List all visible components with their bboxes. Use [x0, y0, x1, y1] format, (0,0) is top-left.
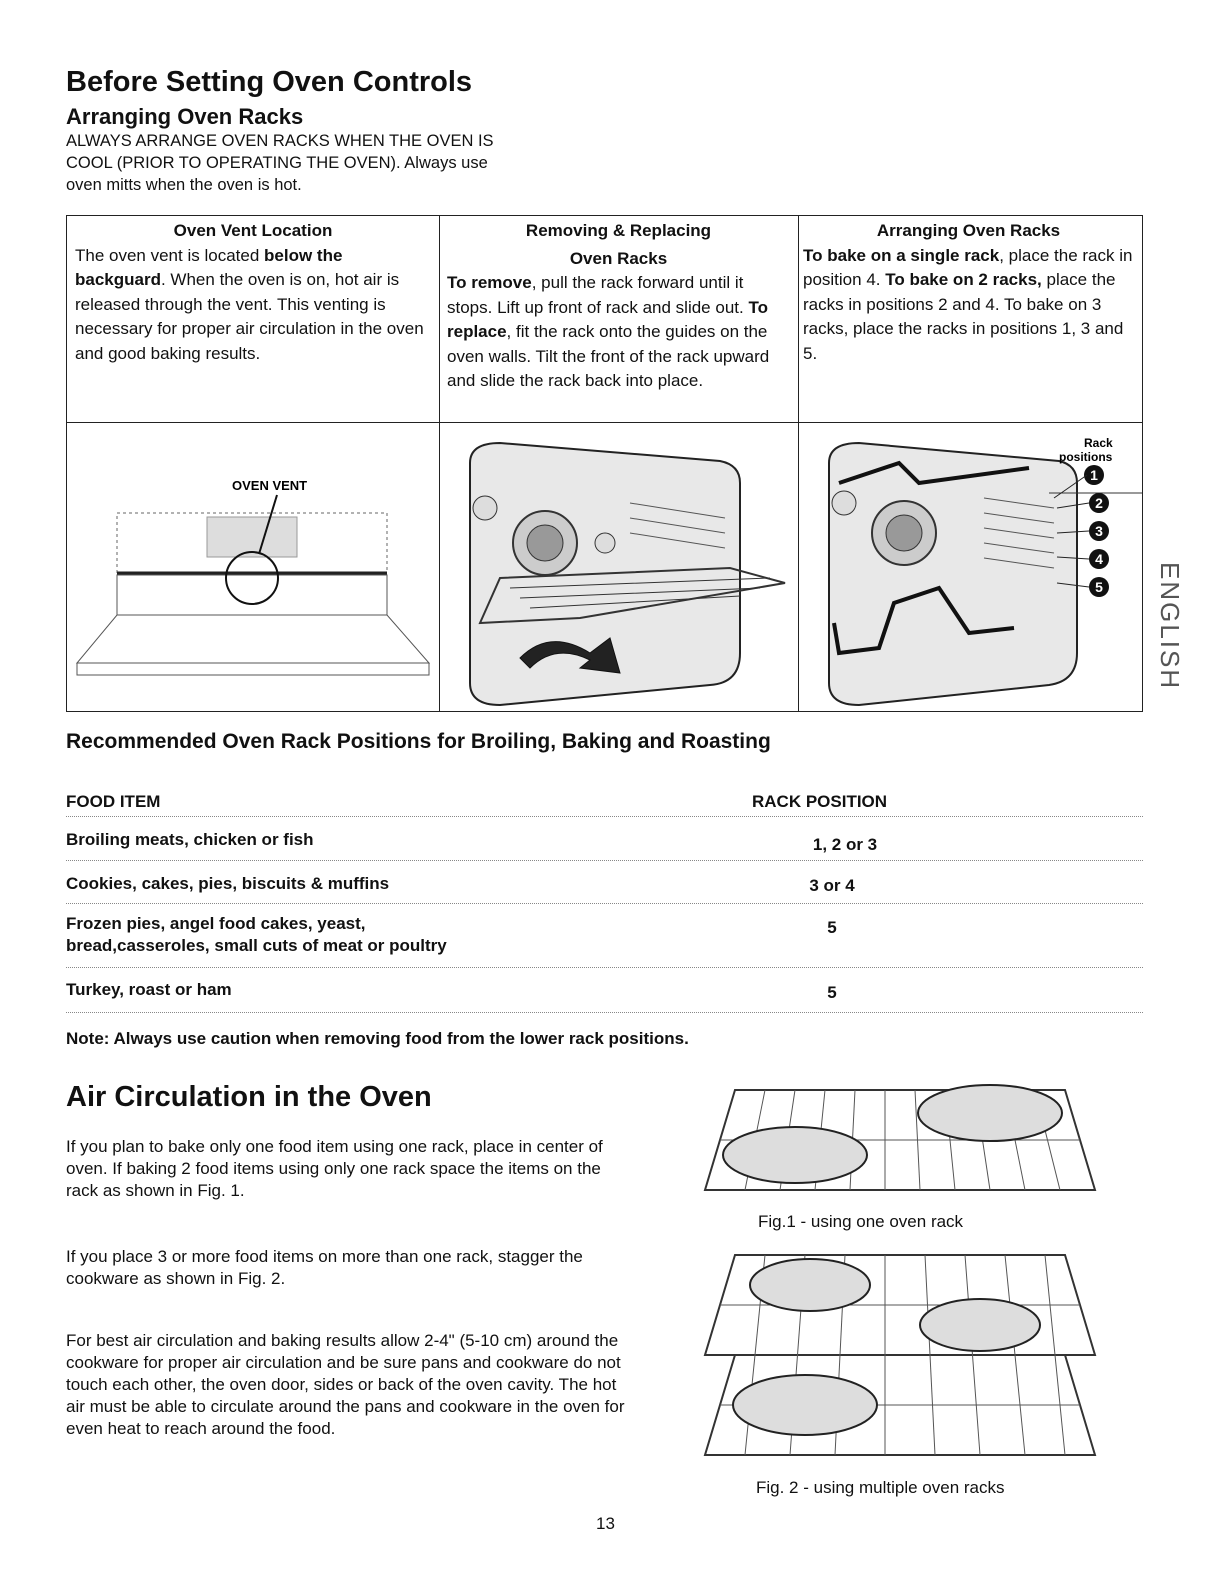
- air-paragraph-1: If you plan to bake only one food item using one rack, place in center of oven. If baking 2 food items using only one rack space the items on the rack as shown in Fig. 1.: [66, 1137, 603, 1200]
- fig1-caption: Fig.1 - using one oven rack: [758, 1212, 964, 1231]
- oven-vent-illustration: [67, 423, 439, 711]
- table-row-food: Frozen pies, angel food cakes, yeast, bread,casseroles, small cuts of meat or poultry: [66, 914, 447, 955]
- table-note: Note: Always use caution when removing food from the lower rack positions.: [66, 1029, 689, 1048]
- rack-position-number: 1: [1090, 467, 1098, 483]
- rack-removal-illustration: [440, 423, 798, 711]
- column-heading: Oven Racks: [569, 248, 668, 268]
- air-paragraph-2: If you place 3 or more food items on more than one rack, stagger the cookware as shown in Fig. 2.: [66, 1247, 583, 1288]
- section-subtitle: Arranging Oven Racks: [66, 104, 304, 129]
- table-row-food: Broiling meats, chicken or fish: [66, 830, 314, 849]
- vent-label: OVEN VENT: [232, 478, 308, 493]
- rack-positions-label: positions: [1059, 450, 1113, 464]
- table-row-position: 5: [827, 918, 837, 937]
- air-paragraph-3: For best air circulation and baking results allow 2-4" (5-10 cm) around the cookware for proper air circulation and be sure pans and cookware do not touch each other, the oven door, sides or back of the oven cavity. The hot air must be able to circulate around the pans and cookware in the oven for even heat to reach around the food.: [66, 1331, 625, 1438]
- rack-position-number: 4: [1095, 551, 1103, 567]
- removing-racks-cell: [439, 216, 798, 397]
- table-row-position: 3 or 4: [809, 876, 855, 895]
- table-row-food: Cookies, cakes, pies, biscuits & muffins: [66, 874, 390, 893]
- page-title: Before Setting Oven Controls: [66, 66, 473, 98]
- table-row-position: 5: [827, 983, 837, 1002]
- air-circulation-title: Air Circulation in the Oven: [66, 1081, 432, 1113]
- rack-position-number: 5: [1095, 579, 1103, 595]
- arranging-racks-cell: [798, 216, 1142, 369]
- rack-position-number: 3: [1095, 523, 1103, 539]
- intro-text: [66, 130, 494, 196]
- rack-position-number: 2: [1095, 495, 1103, 511]
- rack-table-title: Recommended Oven Rack Positions for Broiling, Baking and Roasting: [66, 730, 771, 753]
- intro-line: ALWAYS ARRANGE OVEN RACKS WHEN THE OVEN IS: [66, 132, 494, 150]
- language-side-tab: ENGLISH: [1155, 562, 1185, 691]
- food-item-header: FOOD ITEM: [66, 792, 161, 811]
- table-row-position: 1, 2 or 3: [812, 835, 878, 854]
- column-text: The oven vent is located below the backguard. When the oven is on, hot air is released through the vent. This venting is necessary for proper air circulation in the oven and good baking results.: [75, 245, 424, 363]
- rack-positions-label: Rack: [1084, 436, 1113, 450]
- page-number: 13: [596, 1514, 615, 1533]
- column-text: To remove, pull the rack forward until it stops. Lift up front of rack and slide out. To replace, fit the rack onto the guides on the oven walls. Tilt the front of the rack upward and slide the rack back into place.: [447, 273, 770, 390]
- rack-info-grid: [66, 215, 1143, 712]
- fig1-illustration: [695, 1080, 1105, 1205]
- vent-location-cell: [67, 216, 439, 369]
- fig2-caption: Fig. 2 - using multiple oven racks: [756, 1478, 1005, 1497]
- rack-positions-illustration: [799, 423, 1142, 711]
- column-text: To bake on a single rack, place the rack in position 4. To bake on 2 racks, place the racks in positions 2 and 4. To bake on 3 racks, place the racks in positions 1, 3 and 5.: [803, 245, 1133, 363]
- intro-line: oven mitts when the oven is hot.: [66, 176, 302, 194]
- column-heading: Removing & Replacing: [525, 221, 712, 240]
- column-heading: Arranging Oven Racks: [876, 221, 1061, 240]
- fig2-illustration: [695, 1245, 1105, 1470]
- column-heading: Oven Vent Location: [173, 221, 333, 240]
- intro-line: COOL (PRIOR TO OPERATING THE OVEN). Always use: [66, 154, 488, 172]
- rack-position-header: RACK POSITION: [752, 792, 888, 811]
- table-row-food: Turkey, roast or ham: [66, 980, 232, 999]
